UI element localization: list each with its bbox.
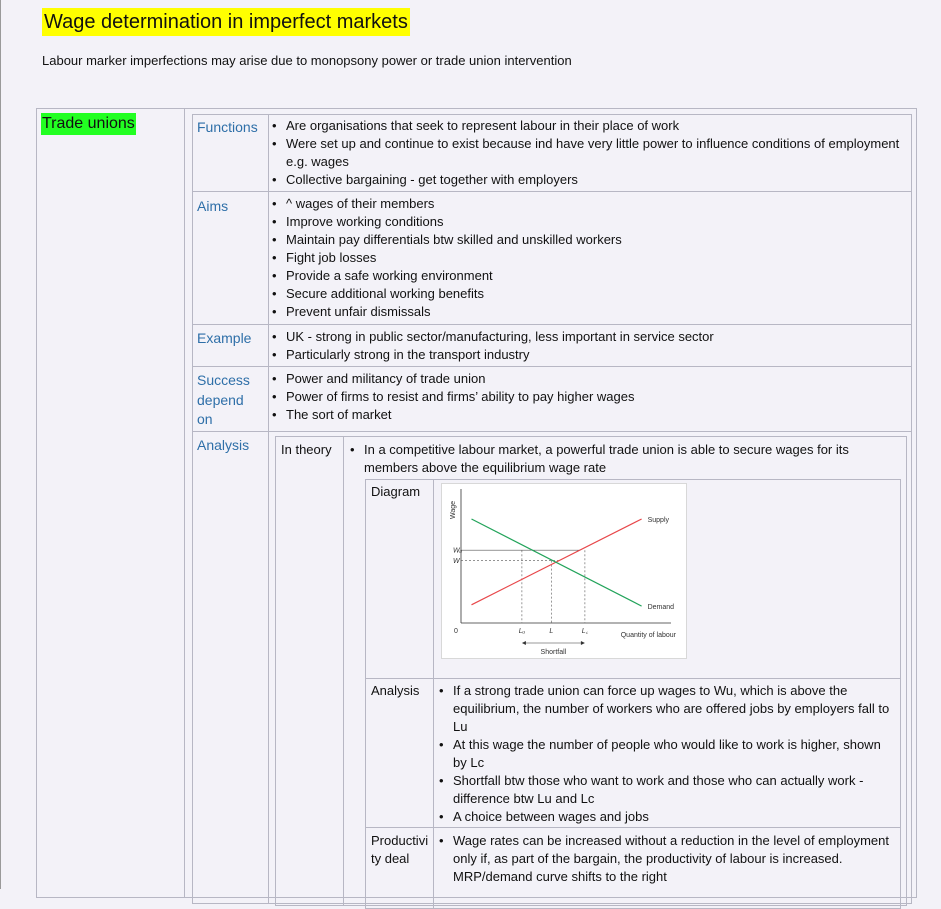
analysis-list <box>439 682 894 826</box>
wage-level-label: Wᵤ <box>453 547 463 555</box>
supply-label: Supply <box>647 517 670 524</box>
quantity-level-label: L <box>549 628 554 635</box>
demand-label: Demand <box>647 604 675 612</box>
wage-level-label: W <box>453 558 460 566</box>
label-line: on <box>197 411 213 427</box>
inner-table-divider <box>268 114 269 904</box>
page-left-edge <box>0 0 1 889</box>
analysis-table-divider <box>343 436 344 906</box>
list-item: • Were set up and continue to exist because ind have very little power to influence conditions of employment e.g. wages <box>272 135 902 171</box>
x-axis-label: Quantity of labour <box>620 632 676 639</box>
list-item: • Power and militancy of trade union <box>272 370 902 388</box>
row-divider <box>365 827 901 828</box>
list-item: • At this wage the number of people who would like to work is higher, shown by Lc <box>439 736 894 772</box>
row-label-success <box>197 371 250 430</box>
label-line: depend <box>197 391 244 408</box>
theory-list <box>350 441 890 477</box>
y-axis-label: Wage <box>450 501 457 520</box>
in-theory-label: In theory <box>281 442 332 457</box>
row-label-analysis: Analysis <box>197 437 250 453</box>
page-subtitle: Labour marker imperfections may arise due to monopsony power or trade union intervention <box>42 53 572 68</box>
functions-list <box>272 117 902 189</box>
list-item: • Improve working conditions <box>272 213 902 231</box>
example-list <box>272 328 902 364</box>
origin-label: 0 <box>454 628 458 635</box>
success-list <box>272 370 902 424</box>
productivity-deal-label <box>371 832 428 868</box>
outer-table-divider <box>184 108 185 898</box>
row-divider <box>192 191 912 192</box>
diagram-table-divider <box>433 479 434 909</box>
row-divider <box>192 324 912 325</box>
list-item: • The sort of market <box>272 406 902 424</box>
page-title: Wage determination in imperfect markets <box>42 8 410 36</box>
list-item: • Are organisations that seek to represent labour in their place of work <box>272 117 902 135</box>
list-item: • In a competitive labour market, a powerful trade union is able to secure wages for its members above the equilibrium wage rate <box>350 441 890 477</box>
list-item: • Maintain pay differentials btw skilled and unskilled workers <box>272 231 902 249</box>
shortfall-label: Shortfall <box>540 649 567 656</box>
row-label-functions: Functions <box>197 119 258 135</box>
productivity-list <box>439 832 894 886</box>
wage-chart-svg <box>441 483 687 659</box>
list-item: • Fight job losses <box>272 249 902 267</box>
list-item: • A choice between wages and jobs <box>439 808 894 826</box>
list-item: • Particularly strong in the transport industry <box>272 346 902 364</box>
list-item: • Secure additional working benefits <box>272 285 902 303</box>
list-item: • Shortfall btw those who want to work and those who can actually work - difference btw Lu and Lc <box>439 772 894 808</box>
analysis-sub-label: Analysis <box>371 683 420 698</box>
list-item: • Collective bargaining - get together with employers <box>272 171 902 189</box>
list-item: • If a strong trade union can force up wages to Wu, which is above the equilibrium, the number of workers who are offered jobs by employers fall to Lu <box>439 682 894 736</box>
row-divider <box>365 678 901 679</box>
list-item: • ^ wages of their members <box>272 195 902 213</box>
quantity-level-label: Lᵤ <box>518 628 526 635</box>
list-item: • Power of firms to resist and firms’ ability to pay higher wages <box>272 388 902 406</box>
label-line: Productivi <box>371 833 429 848</box>
label-line: ty deal <box>371 851 410 866</box>
aims-list <box>272 195 902 321</box>
list-item: • UK - strong in public sector/manufacturing, less important in service sector <box>272 328 902 346</box>
quantity-level-label: L꜀ <box>581 628 589 635</box>
row-divider <box>192 366 912 367</box>
label-line: Success <box>197 372 250 388</box>
list-item: • Wage rates can be increased without a reduction in the level of employment only if, as part of the bargain, the productivity of labour is increased. MRP/demand curve shifts to the right <box>439 832 894 886</box>
diagram-label: Diagram <box>371 484 421 499</box>
section-heading: Trade unions <box>41 113 136 135</box>
row-label-aims: Aims <box>197 198 229 214</box>
list-item: • Provide a safe working environment <box>272 267 902 285</box>
row-label-example: Example <box>197 330 252 346</box>
list-item: • Prevent unfair dismissals <box>272 303 902 321</box>
row-divider <box>192 431 912 432</box>
wage-diagram <box>441 483 687 659</box>
